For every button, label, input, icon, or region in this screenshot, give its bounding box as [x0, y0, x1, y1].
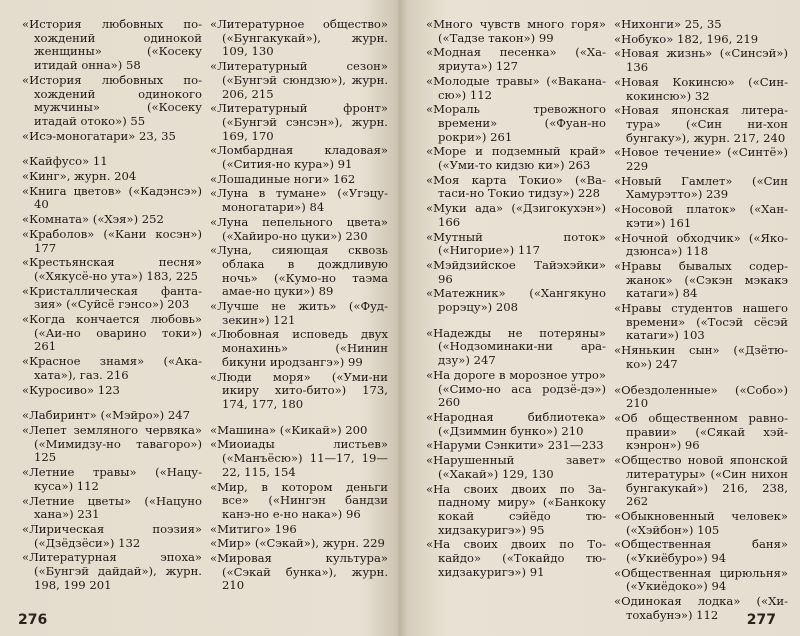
index-entry: «Нарушенный завет» («Хакай») 129, 130 — [426, 453, 606, 481]
index-entry: «Носовой платок» («Ханкэти») 161 — [614, 202, 788, 230]
left-page-column-2 — [210, 18, 388, 594]
index-entry: «Летние травы» («Нацукуса») 112 — [22, 465, 202, 493]
index-entry: «Нянькин сын» («Дзётюко») 247 — [614, 343, 788, 371]
index-entry: «Нравы студентов нашего времени» («Тосэй сёсэй катаги») 103 — [614, 301, 788, 343]
index-entry: «Нобуко» 182, 196, 219 — [614, 31, 759, 46]
index-entry: «Исэ-моногатари» 23, 35 — [22, 128, 176, 143]
index-entry: «Море и подземный край» («Уми-то кидзю ки») 263 — [426, 144, 606, 173]
index-entry: «Общественная баня» («Укиёбуро») 94 — [614, 537, 788, 566]
index-entry: «Лучше не жить» («Фудзекин») 121 — [210, 299, 388, 327]
index-entry: «Куросиво» 123 — [22, 382, 120, 397]
index-entry: «Литературное общество» («Бунгакукай»), журн. 109, 130 — [210, 17, 388, 59]
index-entry: «Общество новой японской литературы» («Син нихон бунгакукай») 216, 238, 262 — [614, 453, 788, 509]
index-entry: «Наруми Сэнкити» 231—233 — [426, 438, 604, 453]
index-entry: «Краболов» («Кани косэн») 177 — [22, 226, 202, 255]
index-entry: «Новый Гамлет» («Син Хамурэтто») 239 — [614, 173, 788, 202]
index-entry: «Муки ада» («Дзигокухэн») 166 — [426, 201, 606, 229]
index-entry: «Лабиринт» («Мэйро») 247 — [22, 408, 190, 423]
left-page-column-1 — [22, 18, 202, 593]
index-entry: «Мир» («Сэкай»), журн. 229 — [210, 536, 385, 551]
right-page-column-2 — [614, 18, 788, 624]
index-entry: «История любовных похождений одинокой женщины» («Косеку итидай онна») 58 — [22, 17, 202, 73]
index-entry: «Новая Кокинсю» («Синкокинсю») 32 — [614, 74, 788, 103]
index-entry: «Луна пепельного цвета» («Хайиро-но цуки») 230 — [210, 214, 388, 243]
index-entry: «Нравы бывалых содержанок» («Сэкэн мэкакэ катаги») 84 — [614, 258, 788, 301]
index-entry: «Кинг», журн. 204 — [22, 169, 137, 184]
index-entry: «Молодые травы» («Вакана-сю») 112 — [426, 73, 606, 102]
index-entry: «Мир, в котором деньги все» («Нингэн бандзи канэ-но е-но нака») 96 — [210, 479, 388, 521]
index-entry: «Мэйдзийское Тайэхэйки» 96 — [426, 257, 606, 286]
right-page-column-1 — [426, 18, 606, 580]
index-entry: «На дороге в морозное утро» («Симо-но аса родзё-дэ») 260 — [426, 367, 606, 410]
index-entry: «Летние цветы» («Нацуно хана») 231 — [22, 493, 202, 522]
index-entry: «Крестьянская песня» («Хякусё-но ута») 183, 225 — [22, 255, 202, 283]
index-entry: «Моя карта Токио» («Ватаси-но Токио тидзу») 228 — [426, 172, 606, 201]
index-entry: «Об общественном равноправии» («Сякай хэйкэнрон») 96 — [614, 410, 788, 453]
index-entry: «Новое течение» («Синтё») 229 — [614, 145, 788, 174]
index-entry: «Миоиады листьев» («Манъёсю») 11—17, 19—22, 115, 154 — [210, 437, 388, 479]
index-entry: «Лепет земляного червяка» («Мимидзу-но тавагоро») 125 — [22, 422, 202, 465]
index-entry: «Нихонги» 25, 35 — [614, 17, 722, 31]
index-entry: «Матежник» («Хангякуно рорэцу») 208 — [426, 286, 606, 315]
index-entry: «Кристаллическая фантазия» («Суйсё гэнсо») 203 — [22, 283, 202, 312]
index-entry: «Кайфусо» 11 — [22, 154, 108, 169]
index-entry: «Книга цветов» («Кадэнсэ») 40 — [22, 183, 202, 212]
index-entry: «Общественная цирюльня» («Укиёдоко») 94 — [614, 565, 788, 594]
index-entry: «Надежды не потеряны» («Нодзоминаки-ни арадзу») 247 — [426, 325, 606, 368]
index-entry: «Ночной обходчик» («Яко-дзюнса») 118 — [614, 230, 788, 259]
index-entry: «Комната» («Хэя») 252 — [22, 212, 164, 227]
index-entry: «Митиго» 196 — [210, 521, 297, 536]
index-entry: «Любовная исповедь двух монахинь» («Нинин бикуни иродзангэ») 99 — [210, 327, 388, 369]
index-entry: «На своих двоих по Токайдо» («Токайдо тюхидзакуригэ») 91 — [426, 537, 606, 579]
index-entry: «Модная песенка» («Хаяриута») 127 — [426, 45, 606, 74]
index-entry: «Луна в тумане» («Угэцу-моногатари») 84 — [210, 186, 388, 215]
index-entry: «Мутный поток» («Нигорие») 117 — [426, 229, 606, 258]
index-entry: «Литературная эпоха» («Бунгэй дайдай»), журн. 198, 199 201 — [22, 550, 202, 592]
index-entry: «Когда кончается любовь» («Аи-но оварино токи») 261 — [22, 312, 202, 354]
right-page — [402, 0, 800, 636]
left-page-number: 276 — [18, 612, 48, 628]
index-entry: «Лошадиные ноги» 162 — [210, 171, 356, 186]
index-entry: «Ломбардная кладовая» («Сития-но кура») 91 — [210, 143, 388, 172]
index-entry: «Народная библиотека» («Дзиммин бунко») 210 — [426, 409, 606, 438]
index-entry: «Одинокая лодка» («Хитохабунэ») 112 — [614, 594, 788, 622]
index-entry: «Мораль тревожного времени» («Фуан-но рокри») 261 — [426, 102, 606, 144]
index-entry: «На своих двоих по Западному миру» («Банкоку кокай сэйёдо тюхидзакуригэ») 95 — [426, 481, 606, 537]
index-entry: «Обездоленные» («Собо») 210 — [614, 382, 788, 411]
index-entry: «Красное знамя» («Акахата»), газ. 216 — [22, 354, 202, 382]
index-entry: «Литературный сезон» («Бунгэй сюндзю»), журн. 206, 215 — [210, 59, 388, 101]
index-entry: «Машина» («Кикай») 200 — [210, 422, 368, 437]
index-entry: «Люди моря» («Уми-ни икиру хито-бито») 173, 174, 177, 180 — [210, 369, 388, 411]
index-entry: «Новая жизнь» («Синсэй») 136 — [614, 46, 788, 75]
right-page-number: 277 — [746, 612, 776, 628]
index-entry: «Много чувств много горя» («Тадзе такон») 99 — [426, 17, 606, 45]
index-entry: «Лирическая поэзия» («Дзёдзёси») 132 — [22, 521, 202, 550]
index-entry: «Мировая культура» («Сэкай бунка»), журн. 210 — [210, 551, 388, 593]
index-entry: «Луна, сияющая сквозь облака в дождливую ночь» («Кумо-но таэма амае-но цуки») 89 — [210, 243, 388, 299]
index-entry: «Литературный фронт» («Бунгэй сэнсэн»), журн. 169, 170 — [210, 101, 388, 143]
index-entry: «Новая японская литература» («Син ни-хон бунгаку»), журн. 217, 240 — [614, 103, 788, 145]
left-page — [0, 0, 398, 636]
index-entry: «История любовных похождений одинокого мужчины» («Косеку итадай отоко») 55 — [22, 72, 202, 128]
index-entry: «Обыкновенный человек» («Хэйбон») 105 — [614, 508, 788, 537]
